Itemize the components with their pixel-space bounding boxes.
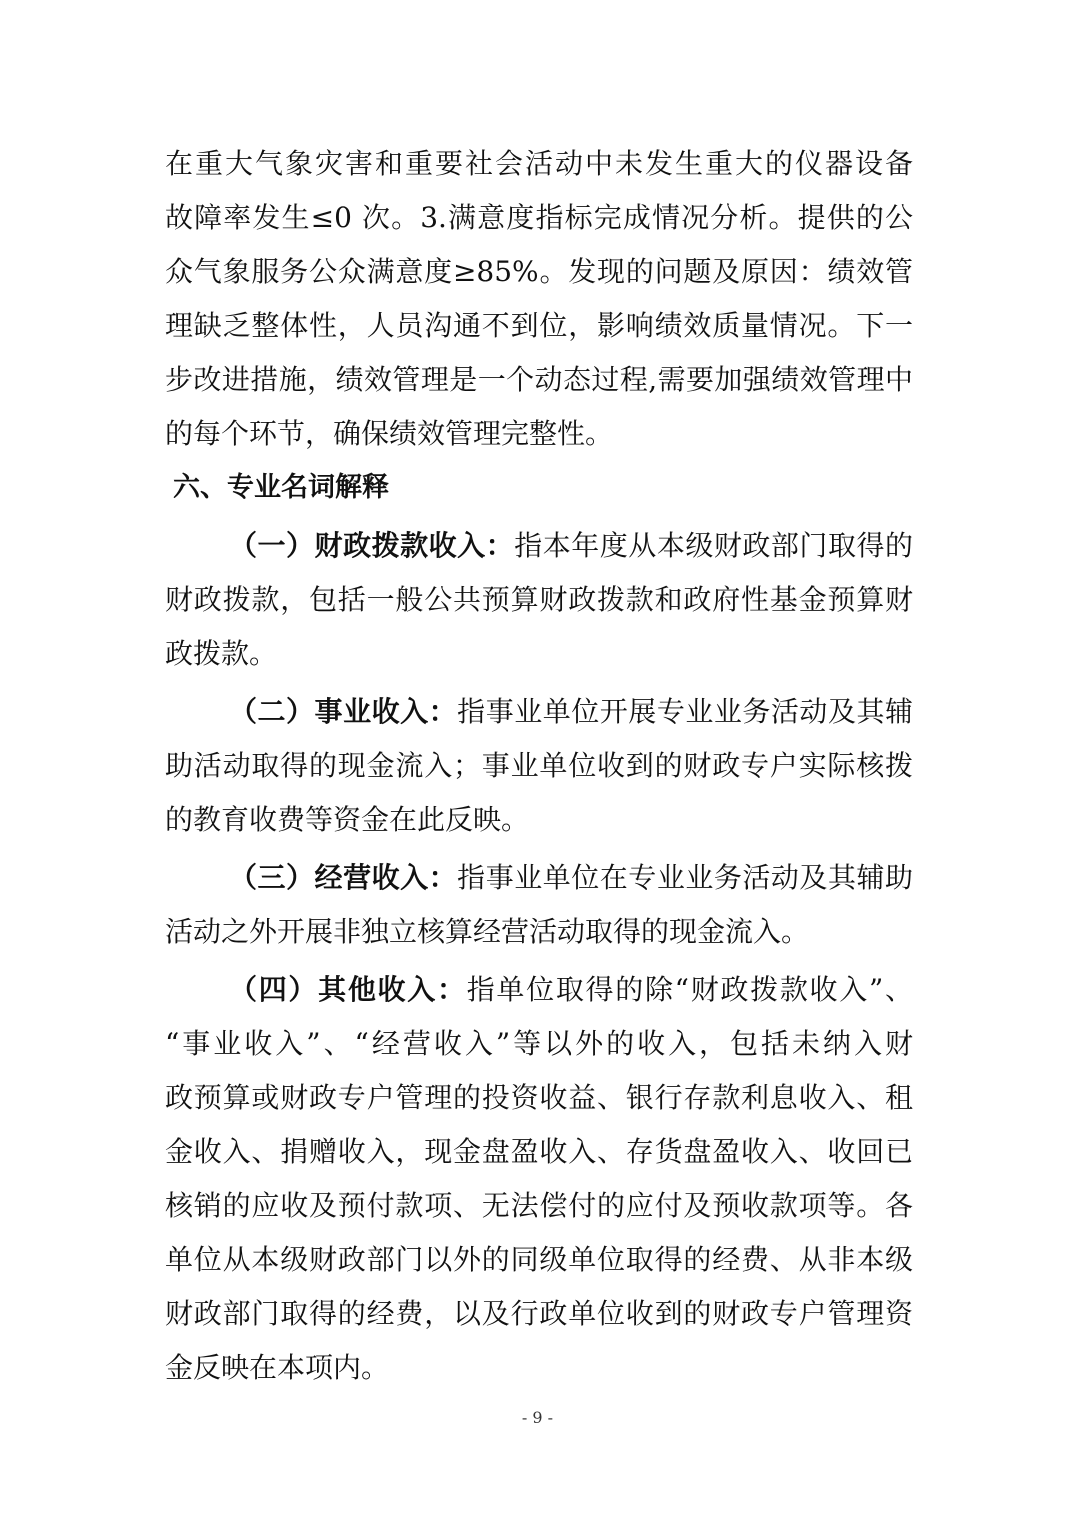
- text-line: 政预算或财政专户管理的投资收益、银行存款利息收入、租: [165, 1081, 913, 1114]
- page-number: - 9 -: [521, 1408, 554, 1427]
- definition-first-line: [165, 963, 913, 1017]
- text-line: 众气象服务公众满意度≥85%。发现的问题及原因：绩效管: [165, 255, 913, 288]
- text-line: 步改进措施，绩效管理是一个动态过程,需要加强绩效管理中: [165, 363, 913, 396]
- definition-text: 指单位取得的除“财政拨款收入”、: [466, 973, 913, 1006]
- text-line: 金收入、捐赠收入，现金盘盈收入、存货盘盈收入、收回已: [165, 1135, 913, 1168]
- text-line: 理缺乏整体性，人员沟通不到位，影响绩效质量情况。下一: [165, 309, 913, 342]
- definition-first-line: [165, 519, 913, 573]
- definition-text: 指事业单位开展专业业务活动及其辅: [457, 695, 913, 728]
- definition-first-line: [165, 851, 913, 905]
- section-heading: 六、专业名词解释: [173, 472, 389, 503]
- definition-1: [165, 519, 913, 681]
- text-line: 财政部门取得的经费，以及行政单位收到的财政专户管理资: [165, 1297, 913, 1330]
- definition-3: [165, 851, 913, 959]
- text-line: 财政拨款，包括一般公共预算财政拨款和政府性基金预算财: [165, 583, 913, 616]
- definition-2: [165, 685, 913, 847]
- text-line: 单位从本级财政部门以外的同级单位取得的经费、从非本级: [165, 1243, 913, 1276]
- intro-paragraph: [165, 137, 913, 461]
- document-body: [165, 137, 913, 1395]
- definition-term: （三）经营收入：: [229, 861, 458, 894]
- text-line: “事业收入”、“经营收入”等以外的收入，包括未纳入财: [165, 1027, 913, 1060]
- text-line: 在重大气象灾害和重要社会活动中未发生重大的仪器设备: [165, 147, 913, 180]
- definition-term: （四）其他收入：: [229, 973, 467, 1006]
- definition-term: （二）事业收入：: [229, 695, 458, 728]
- text-line: 核销的应收及预付款项、无法偿付的应付及预收款项等。各: [165, 1189, 913, 1222]
- definition-text: 指本年度从本级财政部门取得的: [514, 529, 913, 562]
- text-line: 政拨款。: [165, 637, 278, 670]
- text-line: 金反映在本项内。: [165, 1351, 390, 1384]
- text-line: 故障率发生≤0 次。3.满意度指标完成情况分析。提供的公: [165, 201, 913, 234]
- text-line: 的每个环节，确保绩效管理完整性。: [165, 417, 614, 450]
- definition-term: （一）财政拨款收入：: [229, 529, 515, 562]
- definition-first-line: [165, 685, 913, 739]
- text-line: 的教育收费等资金在此反映。: [165, 803, 530, 836]
- text-line: 活动之外开展非独立核算经营活动取得的现金流入。: [165, 915, 810, 948]
- text-line: 助活动取得的现金流入；事业单位收到的财政专户实际核拨: [165, 749, 913, 782]
- definition-text: 指事业单位在专业业务活动及其辅助: [457, 861, 913, 894]
- definition-4: [165, 963, 913, 1395]
